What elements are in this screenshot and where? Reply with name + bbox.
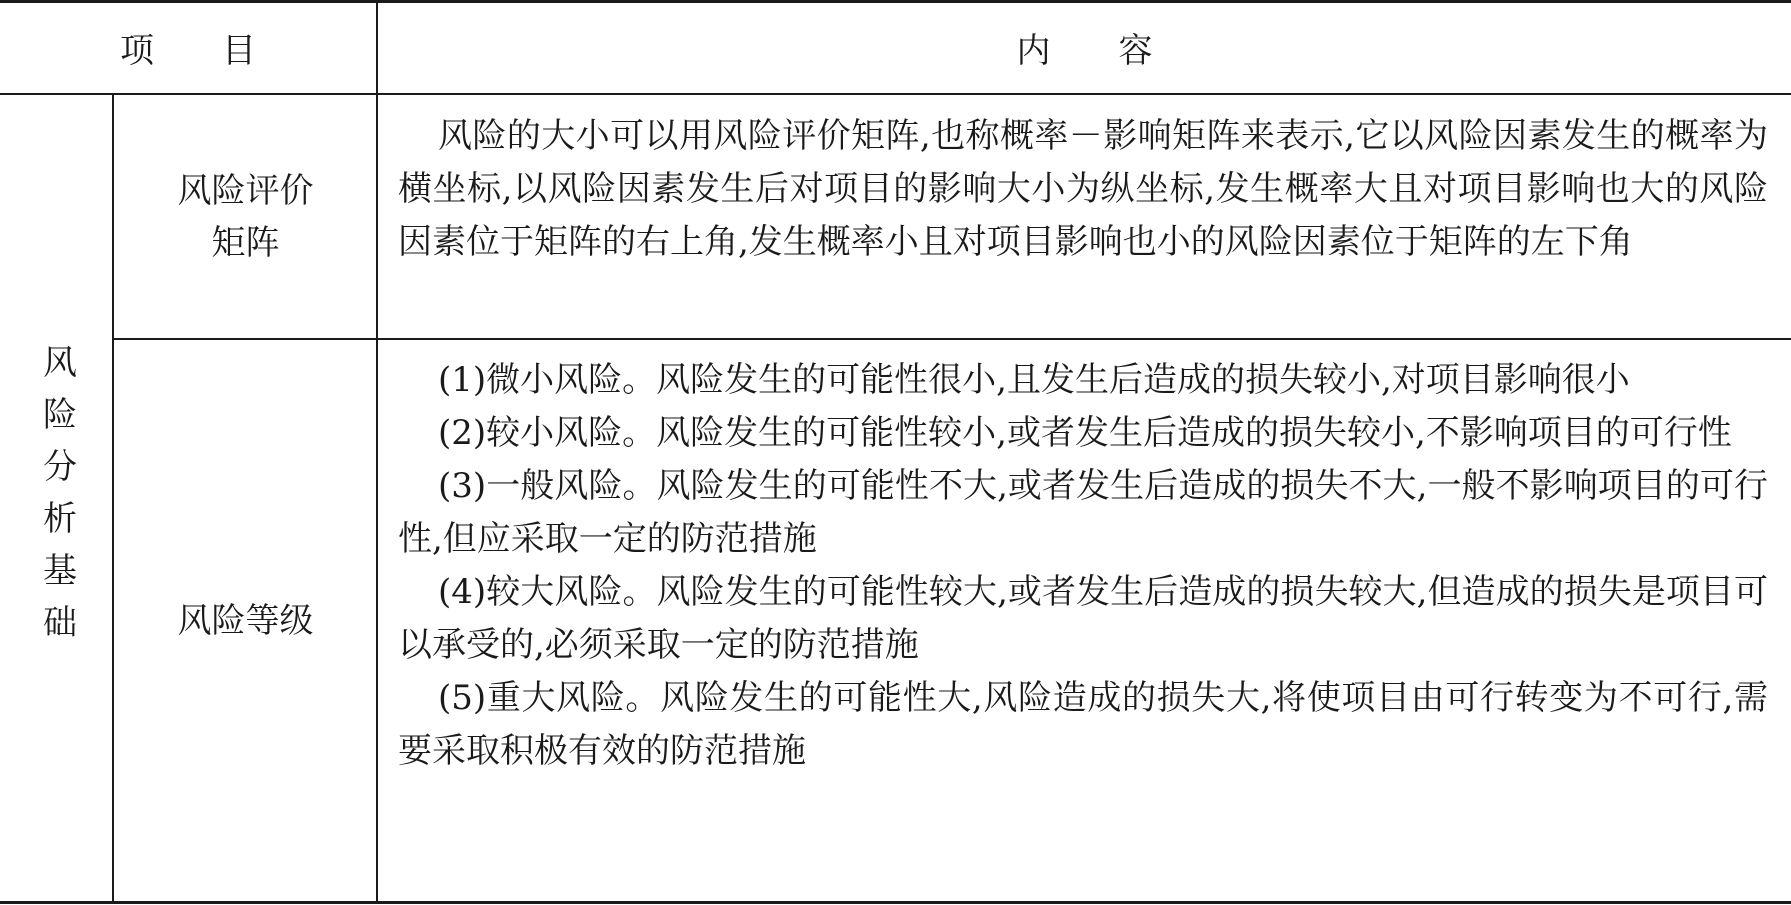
row-label-text: 风险等级 xyxy=(177,600,314,641)
header-item-label: 项 目 xyxy=(120,30,256,71)
header-content-label: 内 容 xyxy=(1016,30,1153,71)
header-content xyxy=(378,0,1791,94)
header-item xyxy=(0,0,376,94)
risk-level-item-4: (4)较大风险。风险发生的可能性较大,或者发生后造成的损失较大,但造成的损失是项目可以承受的,必须采取一定的防范措施 xyxy=(398,572,1768,665)
column-divider-main xyxy=(376,0,378,903)
table-bottom-rule xyxy=(0,901,1791,904)
risk-level-item-1: (1)微小风险。风险发生的可能性很小,且发生后造成的损失较小,对项目影响很小 xyxy=(438,360,1630,400)
group-label-text: 风险分析基础 xyxy=(36,343,77,656)
risk-level-item-5: (5)重大风险。风险发生的可能性大,风险造成的损失大,将使项目由可行转变为不可行,需要采取积极有效的防范措施 xyxy=(398,678,1768,771)
content-paragraph: 风险的大小可以用风险评价矩阵,也称概率－影响矩阵来表示,它以风险因素发生的概率为横坐标,以风险因素发生后对项目的影响大小为纵坐标,发生概率大且对项目影响也大的风险因素位于矩阵的右上角,发生概率小且对项目影响也小的风险因素位于矩阵的左下角 xyxy=(398,116,1768,262)
row-label-text: 风险评价矩阵 xyxy=(177,171,314,263)
row-label-risk-level xyxy=(115,340,376,901)
risk-level-item-2: (2)较小风险。风险发生的可能性较小,或者发生后造成的损失较小,不影响项目的可行性 xyxy=(438,413,1732,453)
risk-level-item-3: (3)一般风险。风险发生的可能性不大,或者发生后造成的损失不大,一般不影响项目的可行性,但应采取一定的防范措施 xyxy=(398,466,1768,559)
group-label xyxy=(0,96,113,903)
row-content-risk-matrix xyxy=(398,110,1768,269)
row-label-risk-matrix xyxy=(115,96,376,338)
row-content-risk-level xyxy=(398,354,1768,778)
